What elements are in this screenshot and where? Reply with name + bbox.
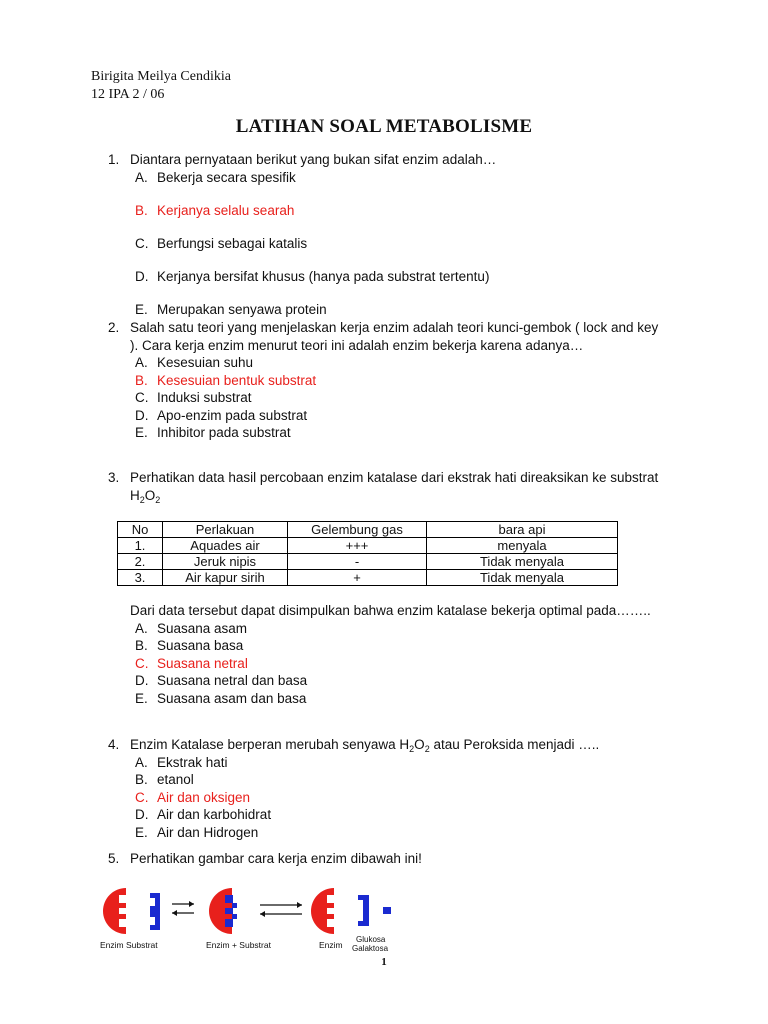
option-b <box>135 771 668 789</box>
option-e <box>135 690 668 708</box>
option-list <box>108 354 668 442</box>
option-letter: B. <box>135 202 148 218</box>
substrate-shape-2 <box>225 895 237 927</box>
option-text: Kesesuian bentuk substrat <box>157 372 317 388</box>
question-number: 3. <box>108 470 120 485</box>
option-list <box>108 620 668 708</box>
option-b <box>135 202 668 220</box>
option-list <box>108 754 668 842</box>
question-stem: Perhatikan gambar cara kerja enzim dibawah ini! <box>130 851 422 866</box>
table-row <box>118 554 618 570</box>
question-1 <box>108 151 668 334</box>
table-cell: menyala <box>427 538 618 554</box>
table-cell: Tidak menyala <box>427 570 618 586</box>
option-letter: C. <box>135 789 149 805</box>
stem-text: Perhatikan data hasil percobaan enzim katalase dari ekstrak hati direaksikan ke substrat H <box>130 470 659 503</box>
option-text: Suasana basa <box>157 638 244 653</box>
option-text: Air dan karbohidrat <box>157 807 272 822</box>
label-enzim-plus-substrat: Enzim + Substrat <box>206 940 271 950</box>
option-text: Apo-enzim pada substrat <box>157 407 308 423</box>
question-2 <box>108 319 668 442</box>
stem-text: atau Peroksida menjadi ….. <box>429 737 600 752</box>
question-stem: Salah satu teori yang menjelaskan kerja enzim adalah teori kunci-gembok ( lock and key ). Cara kerja enzim menurut teori ini adalah enzim bekerja karena adanya… <box>130 320 659 353</box>
question-number: 2. <box>108 320 120 335</box>
option-text: Bekerja secara spesifik <box>157 169 296 185</box>
option-text: Inhibitor pada substrat <box>157 425 291 440</box>
label-galaktosa: Galaktosa <box>352 944 389 953</box>
stem-text: O <box>414 737 425 752</box>
table-cell: 2. <box>118 554 163 570</box>
question-number: 5. <box>108 851 120 866</box>
arrow-head <box>172 910 177 916</box>
option-letter: B. <box>135 372 148 388</box>
option-letter: A. <box>135 754 148 770</box>
option-letter: E. <box>135 301 148 317</box>
option-d <box>135 672 668 690</box>
option-a <box>135 169 668 187</box>
option-d <box>135 806 668 824</box>
question-stem: Diantara pernyataan berikut yang bukan sifat enzim adalah… <box>130 152 497 167</box>
table-header-cell: No <box>118 522 163 538</box>
option-letter: D. <box>135 673 149 688</box>
followup-text: Dari data tersebut dapat disimpulkan bahwa enzim katalase bekerja optimal pada…….. <box>130 603 651 618</box>
option-c <box>135 235 668 253</box>
option-letter: D. <box>135 807 149 822</box>
option-text: etanol <box>157 772 194 787</box>
page-number: 1 <box>381 956 387 968</box>
table-header-row <box>118 522 618 538</box>
option-letter: A. <box>135 355 148 370</box>
option-letter: E. <box>135 690 148 706</box>
label-enzim: Enzim <box>319 940 343 950</box>
label-enzim-substrat: Enzim Substrat <box>100 940 158 950</box>
option-text: Kesesuian suhu <box>157 355 254 370</box>
option-text: Merupakan senyawa protein <box>157 301 327 317</box>
author-block <box>91 68 231 104</box>
table-row <box>118 538 618 554</box>
table-row <box>118 570 618 586</box>
product-galaktosa-shape <box>383 907 391 914</box>
option-letter: E. <box>135 425 148 440</box>
question-stem <box>130 469 668 504</box>
arrow-head <box>189 901 194 907</box>
option-text: Suasana asam dan basa <box>157 690 307 706</box>
option-e <box>135 824 668 842</box>
table-cell: 1. <box>118 538 163 554</box>
table-header-cell: Perlakuan <box>163 522 288 538</box>
question-stem <box>130 736 668 754</box>
table-cell: + <box>288 570 427 586</box>
table-cell: Air kapur sirih <box>163 570 288 586</box>
option-text: Kerjanya bersifat khusus (hanya pada substrat tertentu) <box>157 268 490 284</box>
table-cell: 3. <box>118 570 163 586</box>
option-text: Ekstrak hati <box>157 754 228 770</box>
option-d <box>135 407 668 425</box>
option-text: Air dan Hidrogen <box>157 824 259 840</box>
option-letter: A. <box>135 169 148 185</box>
enzyme-lock-key-figure <box>96 880 406 956</box>
product-glukosa-shape <box>358 895 369 926</box>
option-d <box>135 268 668 286</box>
table-header-cell: bara api <box>427 522 618 538</box>
table-cell: Jeruk nipis <box>163 554 288 570</box>
option-text: Berfungsi sebagai katalis <box>157 235 308 251</box>
question-5 <box>108 850 668 868</box>
option-letter: C. <box>135 390 149 405</box>
option-c <box>135 655 668 673</box>
option-letter: B. <box>135 638 148 653</box>
option-a <box>135 754 668 772</box>
subscript: 2 <box>424 744 430 754</box>
option-b <box>135 372 668 390</box>
question-4 <box>108 736 668 841</box>
table-cell: Aquades air <box>163 538 288 554</box>
option-text: Suasana asam <box>157 620 248 636</box>
option-list <box>108 169 668 319</box>
question-number: 1. <box>108 152 120 167</box>
option-letter: A. <box>135 620 148 636</box>
table-header-cell: Gelembung gas <box>288 522 427 538</box>
stem-text: Enzim Katalase berperan merubah senyawa H <box>130 737 410 752</box>
option-letter: C. <box>135 655 149 671</box>
option-text: Suasana netral dan basa <box>157 673 308 688</box>
option-c <box>135 389 668 407</box>
option-letter: B. <box>135 772 148 787</box>
table-cell: - <box>288 554 427 570</box>
question-number: 4. <box>108 737 120 752</box>
subscript: 2 <box>139 494 145 505</box>
question-3-followup <box>108 602 668 707</box>
option-b <box>135 637 668 655</box>
question-3 <box>108 469 668 504</box>
option-letter: D. <box>135 407 149 423</box>
option-text: Induksi substrat <box>157 390 252 405</box>
subscript: 2 <box>155 494 161 505</box>
label-glukosa: Glukosa <box>356 935 386 944</box>
arrow-head <box>297 902 302 908</box>
enzyme-shape-1 <box>103 888 126 934</box>
option-letter: E. <box>135 824 148 840</box>
substrate-shape-1 <box>150 893 160 930</box>
option-letter: D. <box>135 268 149 284</box>
option-a <box>135 354 668 372</box>
page-title: LATIHAN SOAL METABOLISME <box>235 116 533 137</box>
option-text: Air dan oksigen <box>157 789 251 805</box>
stem-text: O <box>144 487 156 503</box>
table-cell: Tidak menyala <box>427 554 618 570</box>
option-text: Kerjanya selalu searah <box>157 202 295 218</box>
option-e <box>135 424 668 442</box>
author-class: 12 IPA 2 / 06 <box>91 87 165 102</box>
enzyme-shape-3 <box>311 888 334 934</box>
option-c <box>135 789 668 807</box>
option-e <box>135 301 668 319</box>
arrow-head <box>260 911 265 917</box>
option-letter: C. <box>135 235 149 251</box>
table-cell: +++ <box>288 538 427 554</box>
option-text: Suasana netral <box>157 655 248 671</box>
data-table <box>117 521 618 586</box>
author-name: Birigita Meilya Cendikia <box>91 69 231 84</box>
option-a <box>135 620 668 638</box>
subscript: 2 <box>409 744 415 754</box>
